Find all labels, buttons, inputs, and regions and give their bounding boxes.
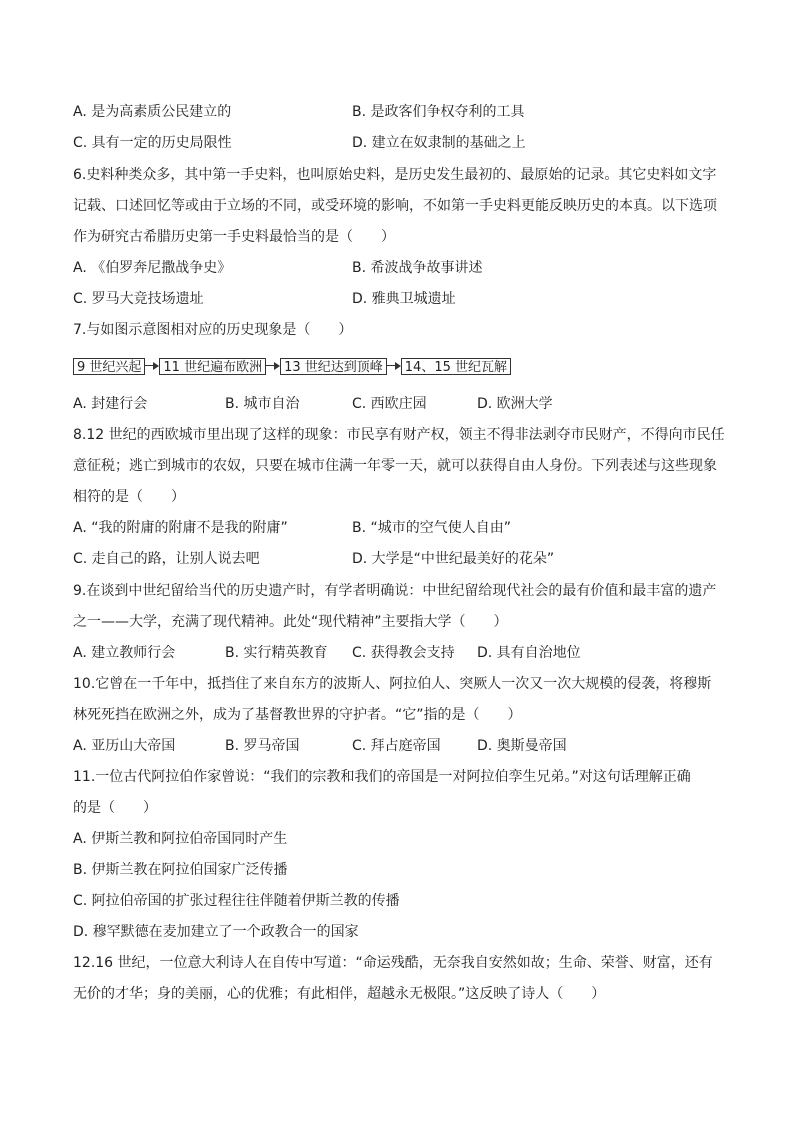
q6-option-b: B. 希波战争故事讲述	[352, 260, 483, 276]
arrow-right-icon	[145, 361, 159, 371]
q7-option-c: C. 西欧庄园	[352, 396, 427, 412]
q9-option-c: C. 获得教会支持	[352, 645, 455, 661]
q9-stem-line: 之一——大学，充满了现代精神。此处“现代精神”主要指大学（ ）	[73, 614, 508, 630]
q12-stem-line: 12.16 世纪，一位意大利诗人在自传中写道：“命运残酷，无奈我自安然如故；生命、荣誉、财富，还有	[73, 955, 713, 971]
q11-option-d: D. 穆罕默德在麦加建立了一个政教合一的国家	[73, 924, 359, 940]
q8-stem-line: 意征税；逃亡到城市的农奴，只要在城市住满一年零一天，就可以获得自由人身份。下列表述与这些现象	[73, 458, 717, 474]
q8-stem-line: 8.12 世纪的西欧城市里出现了这样的现象：市民享有财产权，领主不得非法剥夺市民财产，不得向市民任	[73, 427, 725, 443]
flow-step-1: 9 世纪兴起	[73, 358, 145, 375]
q7-flow-diagram	[73, 356, 511, 376]
q5-option-c: C. 具有一定的历史局限性	[73, 135, 232, 151]
q6-option-c: C. 罗马大竞技场遗址	[73, 291, 204, 307]
flow-step-2: 11 世纪遍布欧洲	[159, 358, 266, 375]
q9-option-b: B. 实行精英教育	[225, 645, 328, 661]
flow-step-3: 13 世纪达到顶峰	[280, 358, 387, 375]
q7-option-d: D. 欧洲大学	[477, 396, 553, 412]
q7-option-a: A. 封建行会	[73, 396, 148, 412]
q10-option-a: A. 亚历山大帝国	[73, 738, 176, 754]
q6-option-a: A. 《伯罗奔尼撒战争史》	[73, 260, 232, 276]
q7-stem: 7.与如图示意图相对应的历史现象是（ ）	[73, 322, 353, 338]
q11-stem-line: 的是（ ）	[73, 800, 157, 816]
q5-option-b: B. 是政客们争权夺利的工具	[352, 104, 525, 120]
q6-option-d: D. 雅典卫城遗址	[352, 291, 456, 307]
q12-stem-line: 无价的才华；身的美丽，心的优雅；有此相伴，超越永无极限。”这反映了诗人（ ）	[73, 986, 606, 1002]
q10-stem-line: 10.它曾在一千年中，抵挡住了来自东方的波斯人、阿拉伯人、突厥人一次又一次大规模的侵袭，将穆斯	[73, 676, 712, 692]
q10-stem-line: 林死死挡在欧洲之外，成为了基督教世界的守护者。“它”指的是（ ）	[73, 707, 522, 723]
q6-stem-line: 6.史料种类众多，其中第一手史料，也叫原始史料，是历史发生最初的、最原始的记录。其它史料如文字	[73, 167, 717, 183]
q6-stem-line: 作为研究古希腊历史第一手史料最恰当的是（ ）	[73, 229, 395, 245]
q8-option-d: D. 大学是“中世纪最美好的花朵”	[352, 551, 555, 567]
q11-stem-line: 11.一位古代阿拉伯作家曾说：“我们的宗教和我们的帝国是一对阿拉伯孪生兄弟。”对这句话理解正确	[73, 769, 691, 785]
q10-option-d: D. 奥斯曼帝国	[477, 738, 567, 754]
q11-option-c: C. 阿拉伯帝国的扩张过程往往伴随着伊斯兰教的传播	[73, 893, 400, 909]
arrow-right-icon	[387, 361, 401, 371]
q8-stem-line: 相符的是（ ）	[73, 489, 185, 505]
q11-option-a: A. 伊斯兰教和阿拉伯帝国同时产生	[73, 831, 288, 847]
q9-option-a: A. 建立教师行会	[73, 645, 176, 661]
q8-option-a: A. “我的附庸的附庸不是我的附庸”	[73, 520, 288, 536]
q9-stem-line: 9.在谈到中世纪留给当代的历史遗产时，有学者明确说：中世纪留给现代社会的最有价值和最丰富的遗产	[73, 583, 717, 599]
q9-option-d: D. 具有自治地位	[477, 645, 581, 661]
q6-stem-line: 记载、口述回忆等或由于立场的不同，或受环境的影响，不如第一手史料更能反映历史的本真。以下选项	[73, 198, 717, 214]
q7-option-b: B. 城市自治	[225, 396, 300, 412]
q10-option-b: B. 罗马帝国	[225, 738, 300, 754]
arrow-right-icon	[266, 361, 280, 371]
q10-option-c: C. 拜占庭帝国	[352, 738, 441, 754]
q5-option-a: A. 是为高素质公民建立的	[73, 104, 232, 120]
q8-option-c: C. 走自己的路，让别人说去吧	[73, 551, 260, 567]
q8-option-b: B. “城市的空气使人自由”	[352, 520, 512, 536]
q11-option-b: B. 伊斯兰教在阿拉伯国家广泛传播	[73, 862, 288, 878]
q5-option-d: D. 建立在奴隶制的基础之上	[352, 135, 526, 151]
flow-step-4: 14、15 世纪瓦解	[401, 358, 511, 375]
